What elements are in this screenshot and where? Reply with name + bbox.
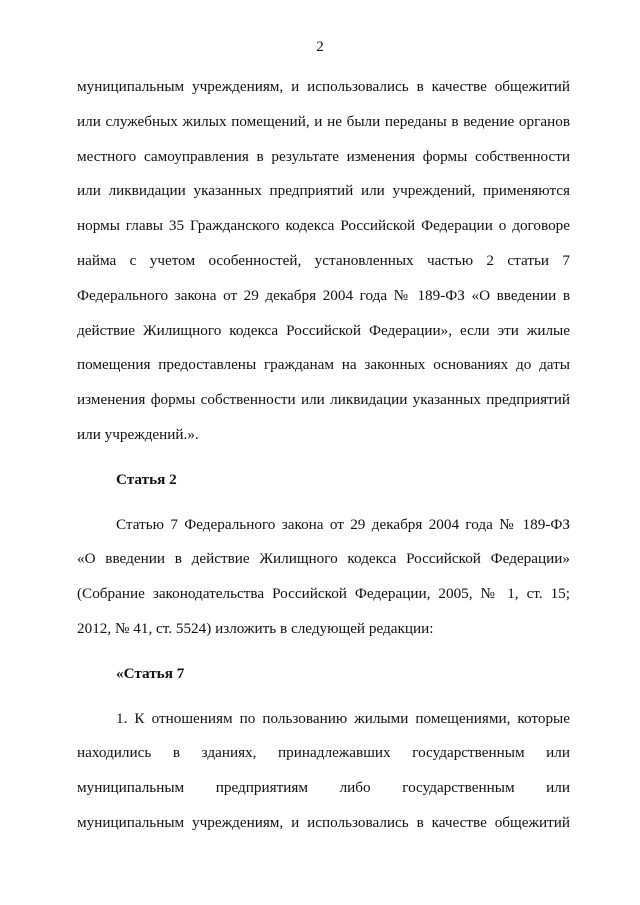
text-line: или служебных жилых помещений, и не были переданы в ведение органов — [77, 112, 570, 130]
text-line: муниципальным предприятиям либо государственным или — [77, 779, 570, 797]
text-line: находились в зданиях, принадлежавших государственным или — [77, 744, 570, 762]
text-line: изменения формы собственности или ликвидации указанных предприятий — [77, 391, 570, 409]
text-line: муниципальным учреждениям, и использовались в качестве общежитий — [77, 78, 570, 95]
text-line: помещения предоставлены гражданам на законных основаниях до даты — [77, 356, 570, 374]
paragraph-continued — [77, 70, 570, 453]
text-line: или учреждений.». — [77, 425, 199, 443]
text-line: или ликвидации указанных предприятий или учреждений, применяются — [77, 182, 570, 200]
article-2-heading: Статья 2 — [116, 470, 177, 488]
article-7-paragraph — [77, 702, 570, 841]
text-line: местного самоуправления в результате изменения формы собственности — [77, 147, 570, 165]
text-line: 1. К отношениям по пользованию жилыми помещениями, которые — [116, 709, 570, 727]
page-number: 2 — [316, 39, 324, 55]
article-2-paragraph — [77, 508, 570, 647]
text-line: Федерального закона от 29 декабря 2004 года № 189-ФЗ «О введении в — [77, 286, 570, 304]
text-line: Статью 7 Федерального закона от 29 декабря 2004 года № 189-ФЗ — [116, 515, 570, 533]
text-line: (Собрание законодательства Российской Федерации, 2005, № 1, ст. 15; — [77, 585, 570, 603]
text-line: «О введении в действие Жилищного кодекса Российской Федерации» — [77, 550, 570, 568]
text-line: нормы главы 35 Гражданского кодекса Российской Федерации о договоре — [77, 217, 570, 235]
text-line: 2012, № 41, ст. 5524) изложить в следующей редакции: — [77, 619, 434, 637]
document-body — [77, 70, 570, 841]
text-line: действие Жилищного кодекса Российской Федерации», если эти жилые — [77, 321, 570, 339]
text-line: найма с учетом особенностей, установленных частью 2 статьи 7 — [77, 251, 570, 269]
article-7-heading: «Статья 7 — [116, 664, 185, 682]
text-line: муниципальным учреждениям, и использовались в качестве общежитий — [77, 813, 570, 831]
